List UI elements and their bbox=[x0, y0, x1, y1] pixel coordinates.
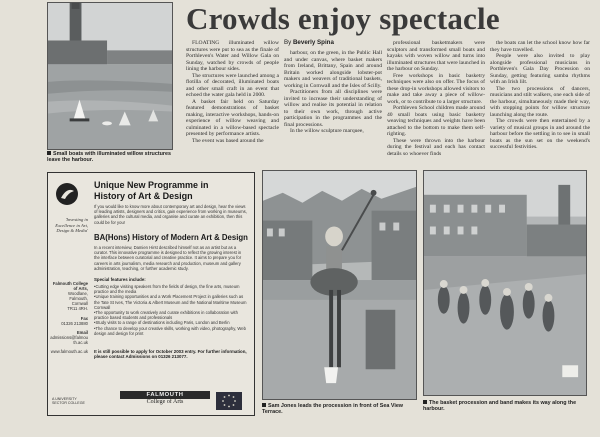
harbour-photo bbox=[47, 2, 173, 150]
paragraph: The crowds were then entertained by a variety of musical groups in and around the harbour before the settling in to see in small boats as the sun set on the weekend's successful festivities. bbox=[490, 118, 590, 150]
ad-intro: If you would like to know more about contemporary art and design, hear the views of leading artists, designers and critics, gain experience from working in museums, galleries and the cultural media, and organise and curate an exhibition, then this could be for you! bbox=[94, 204, 247, 225]
course-title: BA(Hons) History of Modern Art & Design bbox=[94, 233, 248, 242]
ad-title bbox=[94, 180, 252, 201]
features-list bbox=[94, 284, 250, 336]
paragraph: The two processions of dancers, musicians and stilt walkers, one each side of the harbour, simultaneously made their way, with stopping points for willow structure launching along the route. bbox=[490, 85, 590, 118]
apply-note: It is still possible to apply for October 2003 entry. For further information, please contact Admissions on 01326 213077. bbox=[94, 349, 247, 360]
harbour-photo-caption bbox=[47, 151, 175, 164]
paragraph: Free workshops in basic basketry techniques were also on offer. The focus of these drop-in workshops allowed visitors to make and take away a piece of willow-work, or to contribute to a larger structure. bbox=[387, 72, 485, 105]
feature-item: • Unique training opportunities and a Work Placement Project in galleries such as the Tate St Ives, The Victoria & Albert Museum and the National Maritime Museum Cornwall bbox=[94, 294, 250, 310]
website-link[interactable]: www.falmouth.ac.uk bbox=[50, 349, 88, 355]
feature-item: • The chance to develop your creative skills, working with video, photography, Web design and design for print bbox=[94, 326, 250, 336]
caption-text: The basket procession and band makes its way along the harbour. bbox=[423, 400, 577, 413]
article-column-4 bbox=[490, 40, 590, 168]
paragraph: In the willow sculpture marquee, bbox=[290, 128, 364, 134]
caption-bullet bbox=[47, 151, 51, 155]
paragraph: FLOATING illuminated willow structures were put to sea as the finale of Porthleven's Water and Willow Gala on Sunday, watched by crowds of people lining the harbour sides. bbox=[186, 40, 279, 72]
feature-item: • Cutting edge visiting speakers from the fields of design, the fine arts, museum practice and the media bbox=[94, 284, 250, 294]
college-address bbox=[50, 281, 88, 354]
feature-item: • The opportunity to work creatively and curate exhibitions in collaboration with practice based students and professionals bbox=[94, 310, 250, 320]
wordmark-falmouth: FALMOUTH bbox=[120, 391, 210, 399]
article-column-2 bbox=[284, 50, 382, 168]
byline-prefix: By bbox=[284, 39, 292, 46]
paragraph: People were also invited to play alongside professional musicians in Porthleven's Gala Day Procession on Sunday, getting featuring samba rhythms with an Irish lilt. bbox=[490, 53, 590, 85]
ad-tagline: 'Investing in Excellence in Art, Design & Media' bbox=[55, 217, 88, 234]
paragraph: harbour, on the green, in the Public Hall and under canvas, where basket makers from Ireland, Brittany, Spain and around Britain worked alongside lobster-pot makers and weavers of traditional baskets, working in Cornwall and the Isles of Scilly. bbox=[284, 50, 382, 89]
caption-text: Small boats with illuminated willow structures leave the harbour. bbox=[47, 151, 172, 164]
email-label: Email bbox=[76, 329, 88, 335]
address-name: Falmouth College of Arts, bbox=[52, 281, 88, 292]
email-address[interactable]: admissions@falmouth.ac.uk bbox=[50, 334, 88, 345]
ad-title-line: Unique New Programme in bbox=[94, 180, 209, 190]
paragraph: A basket fair held on Saturday featured demonstrations of basket making, interactive workshops, hands-on experience of willow weaving and culminated in a willow-based spectacle presented by performance artists. bbox=[186, 98, 279, 137]
paragraph: Porthleven School children made around 40 small boats using basic basketry weaving techniques and weights have been attached to the bottom to make them self-righting. bbox=[387, 105, 485, 137]
procession-photo-caption bbox=[423, 400, 589, 413]
caption-bullet bbox=[423, 400, 427, 404]
wordmark-college: College of Arts bbox=[146, 399, 184, 405]
headline: Crowds enjoy spectacle bbox=[186, 1, 500, 36]
address-line: Woodlane, bbox=[68, 291, 88, 297]
caption-bullet bbox=[262, 403, 266, 407]
paragraph: Practitioners from all disciplines were invited to increase their understanding of willow and realise its potential in relation to their own work, through active participation in the programmes and the final processions. bbox=[284, 89, 382, 128]
eu-flag-icon bbox=[216, 392, 242, 410]
feature-item: • Study visits to a range of destinations including Paris, London and Berlin bbox=[94, 320, 250, 325]
article-column-1 bbox=[186, 40, 279, 168]
stilt-walker-photo bbox=[262, 170, 417, 400]
byline bbox=[284, 39, 384, 47]
features-heading: Special features include: bbox=[94, 277, 146, 282]
address-line: TR11 4RH. bbox=[67, 306, 88, 312]
university-sector-mark: A UNIVERSITY SECTOR COLLEGE bbox=[52, 397, 85, 406]
course-description: In a recent interview, Damien Hirst described himself not as an artist but as a curator. This innovative programme is designed to reflect the growing interest in the interface between curatorial and creative practice. It aims to prepare you for careers in arts journalism, media research and production, museum and gallery administration, teaching, or further academic study. bbox=[94, 245, 242, 271]
paragraph: the boats can let the school know how far they have travelled. bbox=[490, 40, 590, 53]
ad-title-line: History of Art & Design bbox=[94, 190, 193, 201]
procession-photo bbox=[423, 170, 587, 396]
stilt-photo-caption bbox=[262, 403, 419, 416]
paragraph: The event was based around the bbox=[192, 137, 264, 144]
fax-number: 01326 213880 bbox=[61, 320, 88, 326]
college-wordmark bbox=[120, 391, 210, 405]
college-logo-icon bbox=[56, 183, 78, 205]
article-column-3 bbox=[387, 40, 485, 168]
paragraph: professional basketmakers were sculptors and transformed small boats and kayaks with woven willow and turns into illuminated structures that were launched in the harbour on Sunday. bbox=[387, 40, 485, 72]
address-line: Falmouth, bbox=[69, 296, 88, 302]
byline-author: Beverly Spina bbox=[292, 39, 334, 46]
college-advertisement bbox=[47, 172, 255, 416]
paragraph: The structures were launched among a flotilla of decorated, illuminated boats and other small craft in an event that echoed the water gala held in 2000. bbox=[186, 72, 279, 98]
address-line: Cornwall bbox=[71, 301, 88, 307]
paragraph: These were thrown into the harbour during the festival and each has contact details so whoever finds bbox=[387, 137, 485, 157]
fax-label: Fax bbox=[80, 315, 88, 321]
caption-text: Sam Jones leads the procession in front of Sea View Terrace. bbox=[262, 403, 404, 416]
